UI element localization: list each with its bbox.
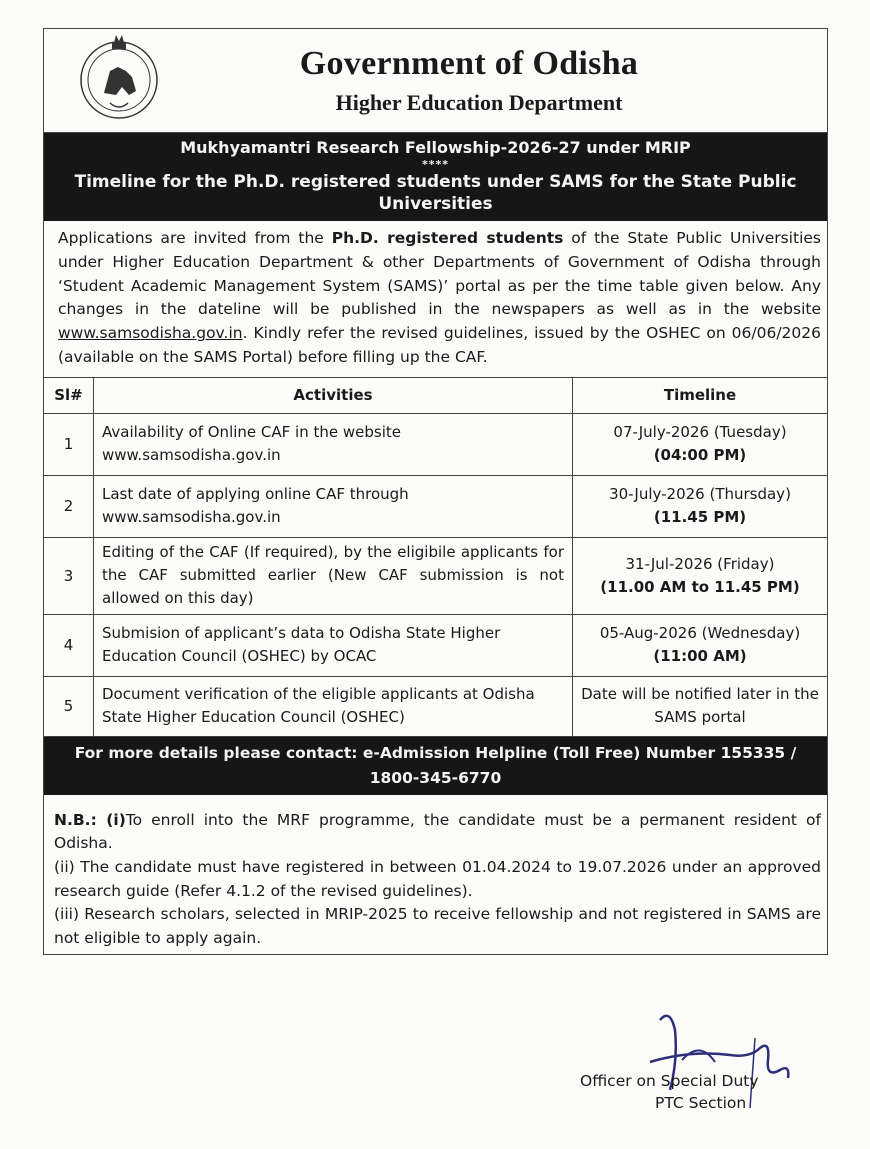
- row-timeline: [573, 413, 828, 475]
- page-title: Government of Odisha: [299, 45, 639, 82]
- note-3: (iii) Research scholars, selected in MRIP-2025 to receive fellowship and not registered in SAMS are not eligible to apply again.: [54, 905, 821, 947]
- table-header-row: [44, 378, 827, 414]
- row-date: 07-July-2026 (Tuesday): [613, 423, 787, 442]
- contact-line-1: For more details please contact: e-Admission Helpline (Toll Free) Number 155335 /: [74, 743, 797, 762]
- department-title: Higher Education Department: [335, 90, 623, 115]
- row-timeline: [573, 676, 828, 736]
- intro-text-1: Applications are invited from the: [58, 229, 332, 247]
- row-date: 05-Aug-2026 (Wednesday): [599, 624, 801, 643]
- row-timeline: [573, 537, 828, 614]
- intro-paragraph: [44, 221, 827, 378]
- table-row: [44, 676, 827, 736]
- table-row: [44, 475, 827, 537]
- signatory-designation: Officer on Special Duty: [580, 1072, 759, 1090]
- timeline-title: Timeline for the Ph.D. registered students under SAMS for the State Public Universities: [74, 172, 797, 214]
- note-1: [54, 809, 821, 856]
- title-banner: [44, 133, 827, 221]
- contact-banner: [44, 737, 827, 795]
- row-time: (11.45 PM): [653, 508, 747, 527]
- intro-text-3: . Kindly refer the revised guidelines, issued by the OSHEC on 06/06/2026 (available on the SAMS Portal) before filling up the CAF.: [58, 324, 821, 366]
- table-row: [44, 614, 827, 676]
- row-activity: Editing of the CAF (If required), by the eligibile applicants for the CAF submitted earlier (New CAF submission is not allowed on this day): [94, 537, 573, 614]
- table-row: [44, 537, 827, 614]
- signatory-section: PTC Section: [655, 1094, 747, 1112]
- helpline-number: 1800-345-6770: [369, 768, 502, 787]
- row-sl: 5: [44, 676, 94, 736]
- col-header-sl: Sl#: [44, 378, 94, 414]
- intro-bold: Ph.D. registered students: [331, 229, 564, 247]
- note-2: (ii) The candidate must have registered in between 01.04.2024 to 19.07.2026 under an approved research guide (Refer 4.1.2 of the revised guidelines).: [54, 857, 821, 900]
- row-activity: Last date of applying online CAF through www.samsodisha.gov.in: [94, 475, 573, 537]
- note-1-text: To enroll into the MRF programme, the candidate must be a permanent resident of Odisha.: [54, 810, 821, 853]
- row-sl: 1: [44, 413, 94, 475]
- sams-website-link[interactable]: www.samsodisha.gov.in: [58, 324, 243, 343]
- notes-section: [44, 795, 827, 955]
- row-date: Date will be notified later in the SAMS portal: [581, 685, 819, 727]
- fellowship-title: Mukhyamantri Research Fellowship-2026-27 under MRIP: [180, 138, 691, 157]
- odisha-emblem-icon: [74, 33, 164, 123]
- notice-sheet: [43, 28, 828, 955]
- note-label: N.B.:: [54, 810, 107, 829]
- row-time: (11:00 AM): [653, 647, 747, 666]
- intro-text-2: of the State Public Universities under Higher Education Department & other Departments of Government of Odisha through ‘Student Academic Management System (SAMS)’ portal as per the time table given below. Any changes in the dateline will be published in the newspapers as well as in the website: [58, 229, 821, 319]
- row-sl: 3: [44, 537, 94, 614]
- stars-divider: ****: [421, 158, 449, 171]
- row-timeline: [573, 614, 828, 676]
- row-activity: Document verification of the eligible applicants at Odisha State Higher Education Council (OSHEC): [94, 676, 573, 736]
- row-date: 30-July-2026 (Thursday): [609, 485, 791, 504]
- row-sl: 2: [44, 475, 94, 537]
- row-date: 31-Jul-2026 (Friday): [625, 554, 775, 573]
- notice-header: [44, 29, 827, 133]
- table-row: [44, 413, 827, 475]
- row-timeline: [573, 475, 828, 537]
- row-time: (04:00 PM): [653, 446, 747, 465]
- row-activity: Availability of Online CAF in the website www.samsodisha.gov.in: [94, 413, 573, 475]
- col-header-activities: Activities: [94, 378, 573, 414]
- col-header-timeline: Timeline: [573, 378, 828, 414]
- row-time: (11.00 AM to 11.45 PM): [600, 577, 800, 596]
- row-activity: Submision of applicant’s data to Odisha State Higher Education Council (OSHEC) by OCAC: [94, 614, 573, 676]
- note-1-label: (i): [106, 810, 126, 829]
- row-sl: 4: [44, 614, 94, 676]
- timeline-table: [44, 378, 827, 737]
